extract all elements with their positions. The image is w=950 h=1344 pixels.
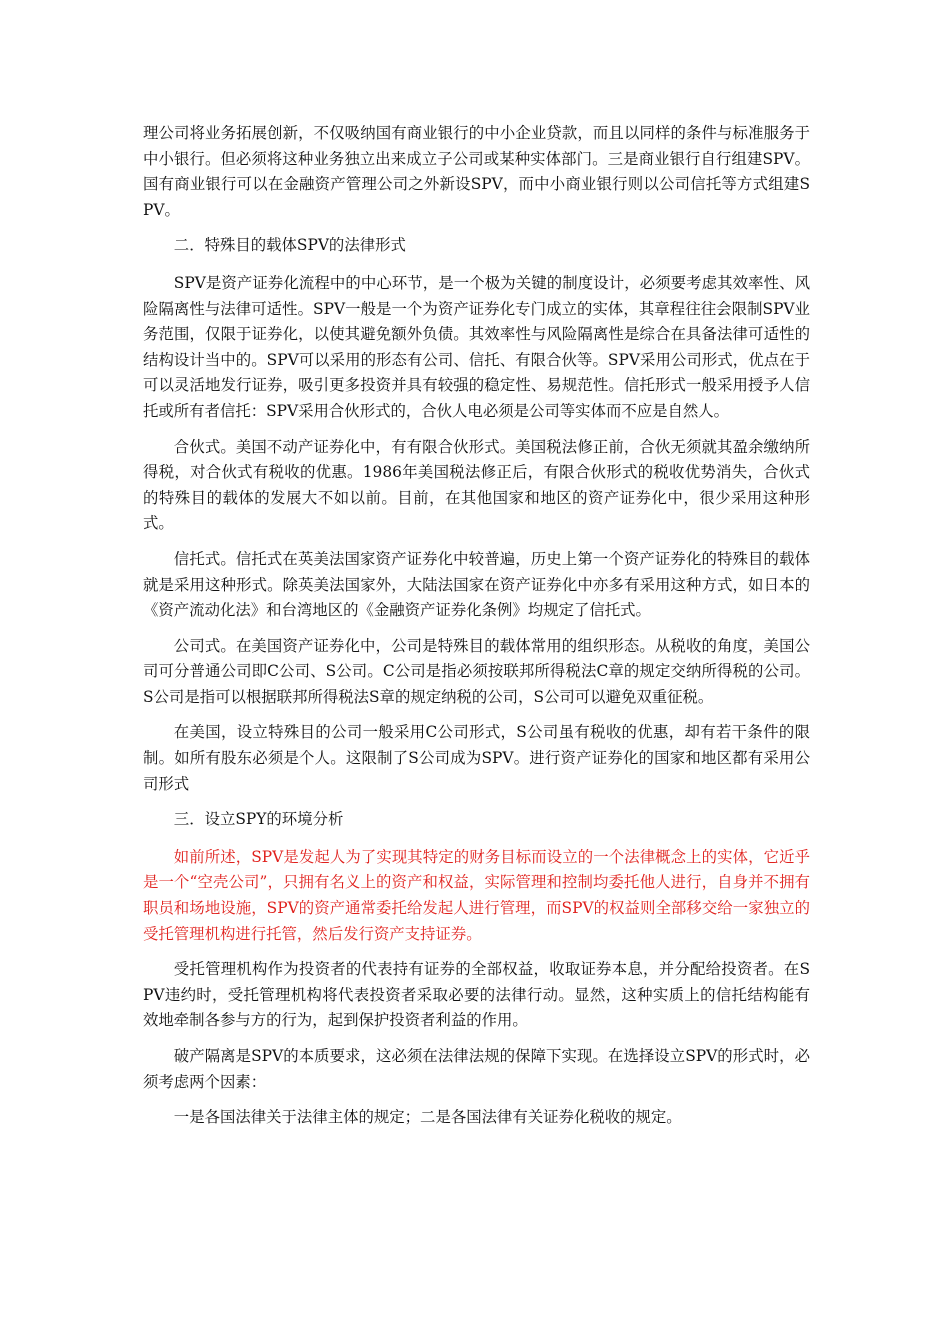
paragraph-two-factors: 一是各国法律关于法律主体的规定；二是各国法律有关证券化税收的规定。 <box>173 1108 682 1127</box>
document-page <box>143 121 810 1141</box>
section-heading-environment-analysis: 三．设立SPY的环境分析 <box>173 810 344 829</box>
paragraph-spv-overview: SPV是资产证券化流程中的中心环节，是一个极为关键的制度设计，必须要考虑其效率性、风险隔离性与法律可适性。SPV一般是一个为资产证券化专门成立的实体，其章程往往会限制SPV业务范围，仅限于证券化，以使其避免额外负债。其效率性与风险隔离性是综合在具备法律可适性的结构设计当中的。SPV可以采用的形态有公司、信托、有限合伙等。SPV采用公司形式，优点在于可以灵活地发行证券，吸引更多投资并具有较强的稳定性、易规范性。信托形式一般采用授予人信托或所有者信托：SPV采用合伙形式的，合伙人电必须是公司等实体而不应是自然人。 <box>143 273 810 420</box>
paragraph-trust-form: 信托式。信托式在英美法国家资产证券化中较普遍，历史上第一个资产证券化的特殊目的载体就是采用这种形式。除英美法国家外，大陆法国家在资产证券化中亦多有采用这种方式，如日本的《资产流动化法》和台湾地区的《金融资产证券化条例》均规定了信托式。 <box>143 549 810 620</box>
paragraph-partnership-form: 合伙式。美国不动产证券化中，有有限合伙形式。美国税法修正前，合伙无须就其盈余缴纳所得税，对合伙式有税收的优惠。1986年美国税法修正后，有限合伙形式的税收优势消失，合伙式的特殊目的载体的发展大不如以前。目前，在其他国家和地区的资产证券化中，很少采用这种形式。 <box>143 437 810 533</box>
paragraph-trustee-role: 受托管理机构作为投资者的代表持有证券的全部权益，收取证券本息，并分配给投资者。在SPV违约时，受托管理机构将代表投资者采取必要的法律行动。显然，这种实质上的信托结构能有效地牵制各参与方的行为，起到保护投资者利益的作用。 <box>143 960 810 1030</box>
paragraph-corporate-form: 公司式。在美国资产证券化中，公司是特殊目的载体常用的组织形态。从税收的角度，美国公司可分普通公司即C公司、S公司。C公司是指必须按联邦所得税法C章的规定交纳所得税的公司。S公司是指可以根据联邦所得税法S章的规定纳税的公司，S公司可以避免双重征税。 <box>143 636 810 706</box>
paragraph-us-spc: 在美国，设立特殊目的公司一般采用C公司形式，S公司虽有税收的优惠，却有若干条件的限制。如所有股东必须是个人。这限制了S公司成为SPV。进行资产证券化的国家和地区都有采用公司形式 <box>143 723 810 793</box>
paragraph-bankruptcy-remoteness: 破产隔离是SPV的本质要求，这必须在法律法规的保障下实现。在选择设立SPV的形式时，必须考虑两个因素： <box>143 1047 810 1091</box>
paragraph-continuation: 理公司将业务拓展创新，不仅吸纳国有商业银行的中小企业贷款，而且以同样的条件与标准服务于中小银行。但必须将这种业务独立出来成立子公司或某种实体部门。三是商业银行自行组建SPV。国有商业银行可以在金融资产管理公司之外新设SPV，而中小商业银行则以公司信托等方式组建SPV。 <box>143 124 810 219</box>
section-heading-spv-legal-form: 二．特殊目的载体SPV的法律形式 <box>173 236 406 255</box>
paragraph-red-highlight: 如前所述，SPV是发起人为了实现其特定的财务目标而设立的一个法律概念上的实体，它近乎是一个“空壳公司”，只拥有名义上的资产和权益，实际管理和控制均委托他人进行，自身并不拥有职员和场地设施，SPV的资产通常委托给发起人进行管理，而SPV的权益则全部移交给一家独立的受托管理机构进行托管，然后发行资产支持证券。 <box>143 847 810 943</box>
